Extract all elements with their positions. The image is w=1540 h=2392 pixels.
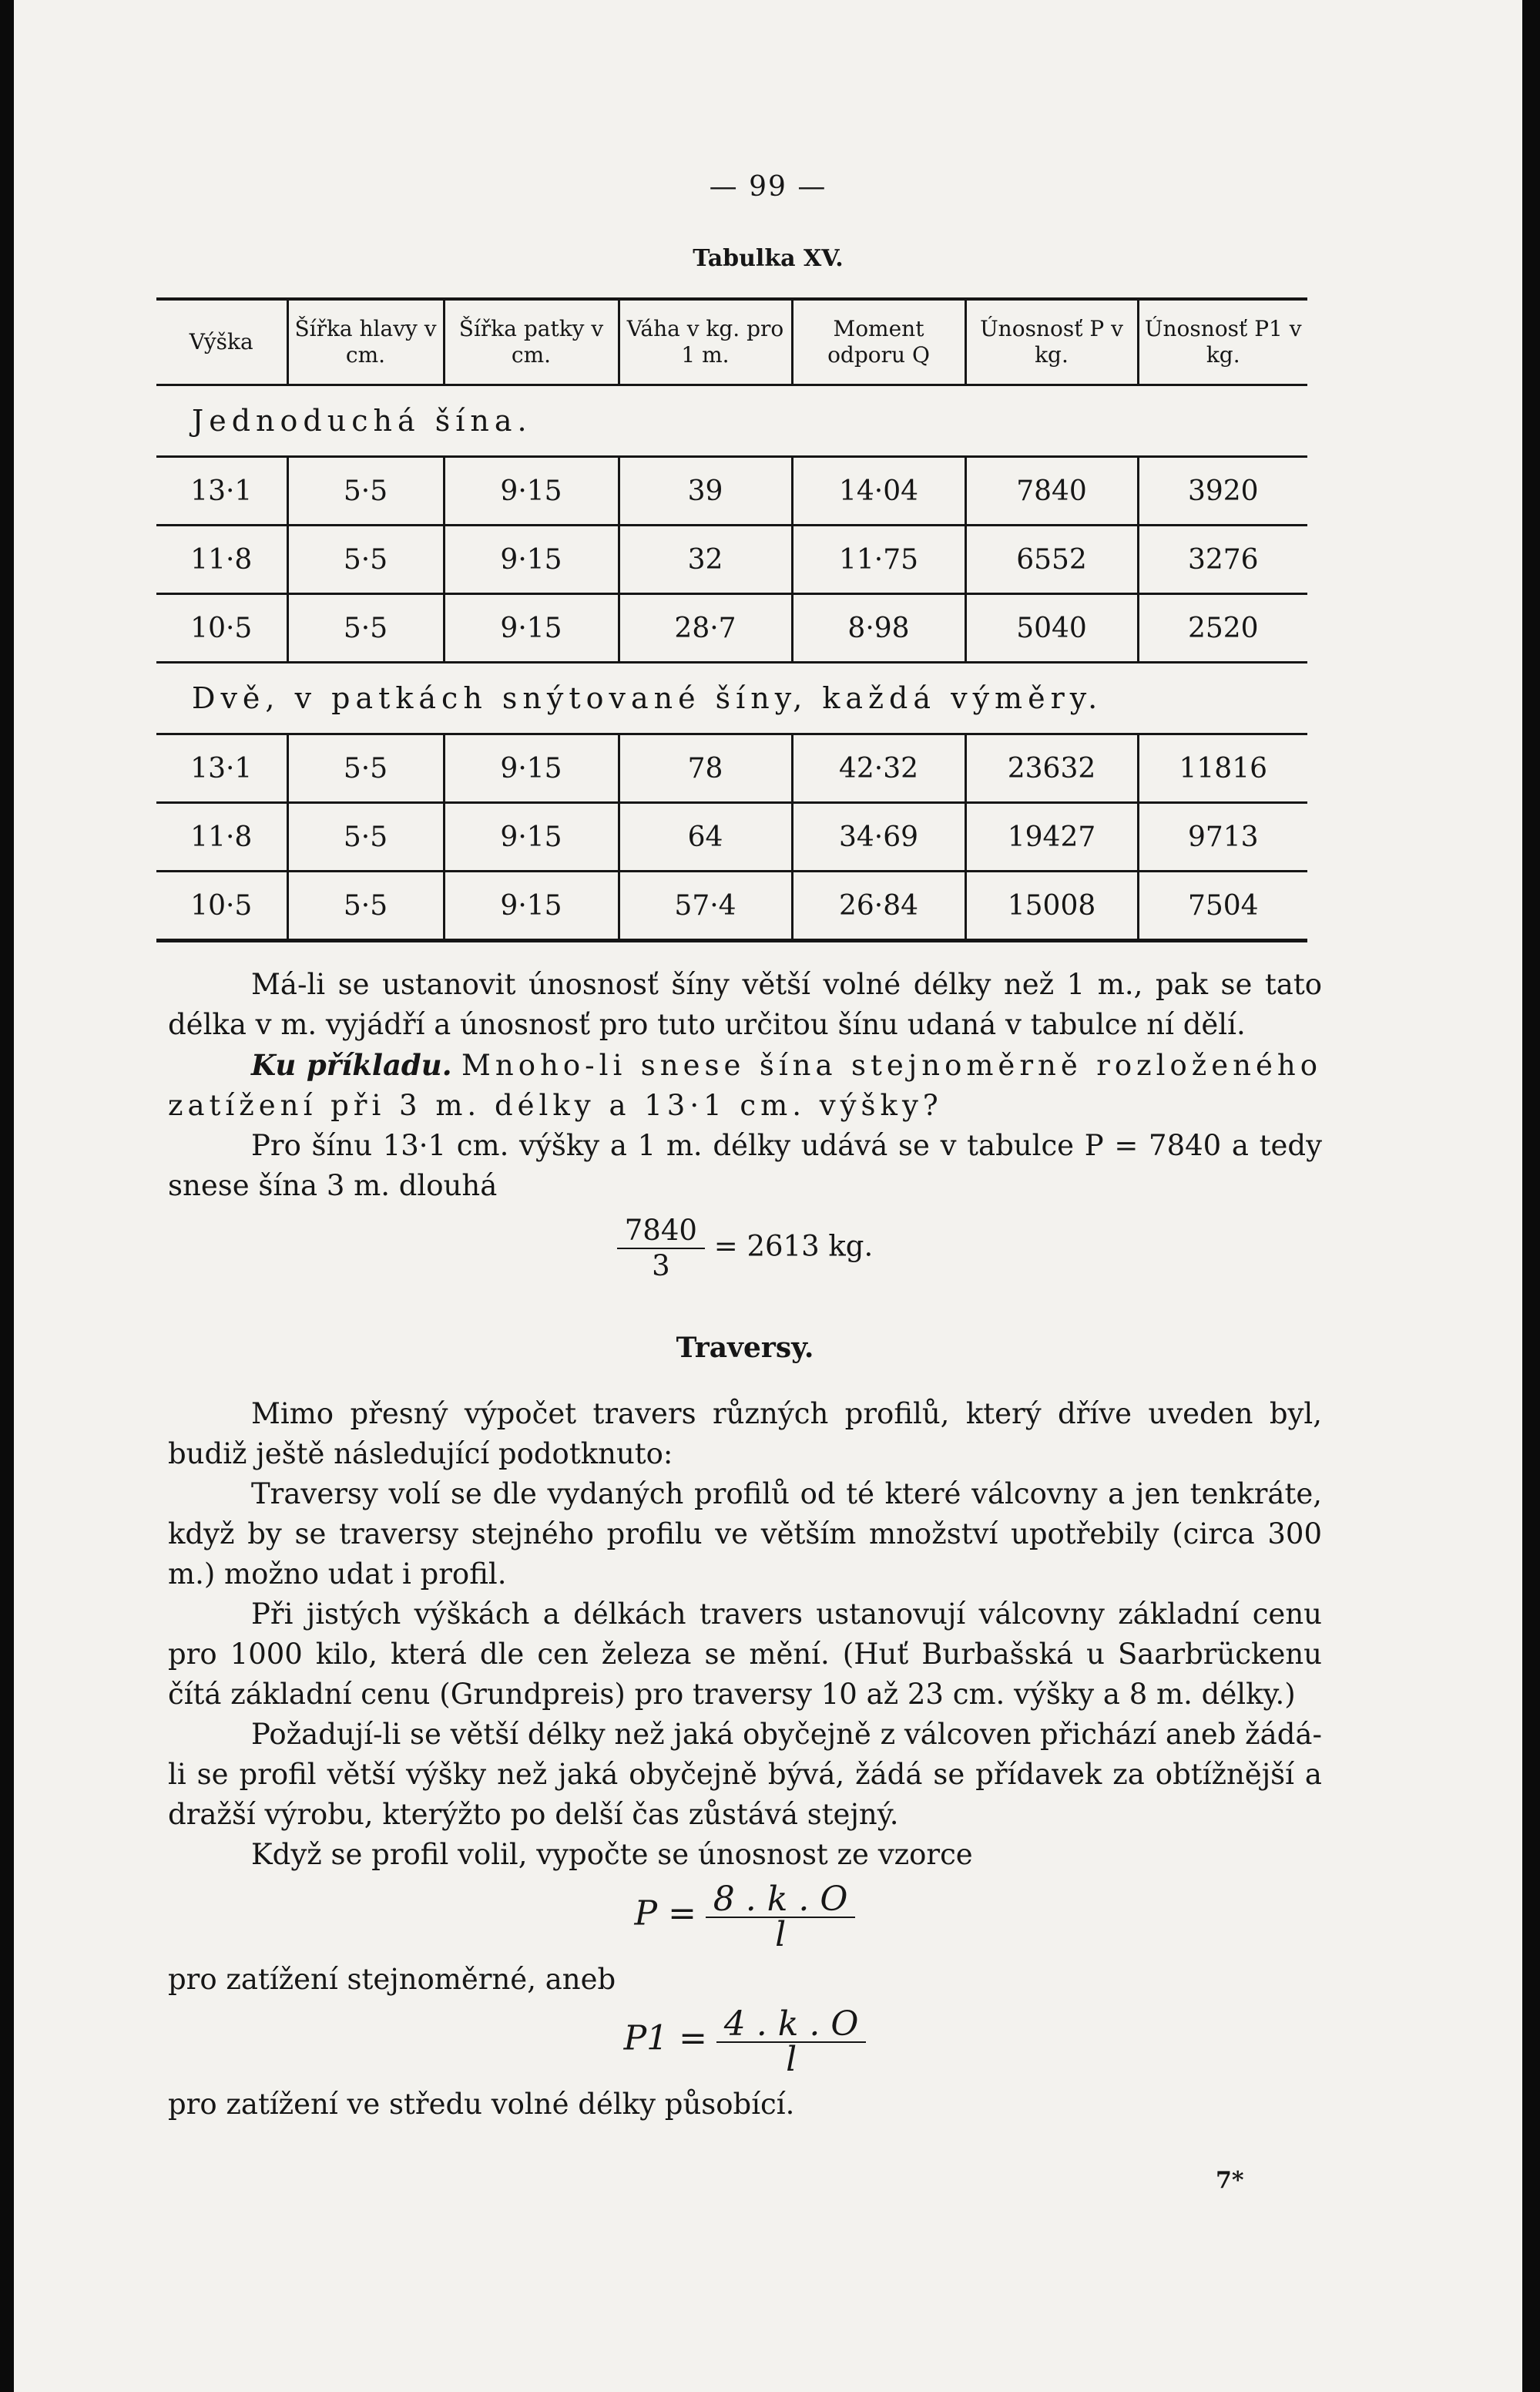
cell: 9·15 (444, 803, 619, 872)
cell: 9·15 (444, 594, 619, 663)
fraction (716, 2004, 867, 2079)
paragraph: Pro šínu 13·1 cm. výšky a 1 m. délky udává se v tabulce P = 7840 a tedy snese šína 3 m. dlouhá (168, 1129, 1322, 1202)
cell: 11816 (1138, 734, 1307, 803)
numerator: 4 . k . O (716, 2007, 867, 2043)
cell: 26·84 (792, 872, 965, 941)
cell: 5·5 (287, 872, 444, 941)
col-header: Únosnosť P v kg. (965, 299, 1138, 385)
section-row-double (156, 663, 1307, 734)
body-text (168, 965, 1322, 2125)
cell: 6552 (965, 526, 1138, 594)
col-header: Únosnosť P1 v kg. (1138, 299, 1307, 385)
numerator: 7840 (617, 1214, 705, 1249)
denominator: 3 (652, 1249, 670, 1282)
paragraph: Když se profil volil, vypočte se únosnost ze vzorce (251, 1838, 973, 1871)
cell: 42·32 (792, 734, 965, 803)
cell: 19427 (965, 803, 1138, 872)
table-row (156, 872, 1307, 941)
cell: 15008 (965, 872, 1138, 941)
col-header: Moment odporu Q (792, 299, 965, 385)
cell: 9713 (1138, 803, 1307, 872)
cell: 5·5 (287, 457, 444, 526)
cell: 5·5 (287, 594, 444, 663)
example-label: Ku příkladu. (251, 1048, 452, 1082)
cell: 8·98 (792, 594, 965, 663)
cell: 57·4 (619, 872, 792, 941)
cell: 9·15 (444, 457, 619, 526)
section-label: Dvě, v patkách snýtované šíny, každá výměry. (156, 663, 1307, 734)
cell: 7840 (965, 457, 1138, 526)
cell: 9·15 (444, 734, 619, 803)
paragraph: Mimo přesný výpočet travers různých profilů, který dříve uveden byl, budiž ještě následující podotknuto: (168, 1397, 1322, 1470)
paragraph: Požadují-li se větší délky než jaká obyčejně z válcoven přichází aneb žádá-li se profil větší výšky než jaká obyčejně bývá, žádá se přídavek za obtížnější a dražší výrobu, kterýžto po delší čas zůstává stejný. (168, 1718, 1322, 1831)
fraction (706, 1880, 856, 1954)
cell: 10·5 (156, 594, 287, 663)
cell: 14·04 (792, 457, 965, 526)
cell: 5·5 (287, 803, 444, 872)
paragraph: Má-li se ustanovit únosnosť šíny větší volné délky než 1 m., pak se tato délka v m. vyjádří a únosnosť pro tuto určitou šínu udaná v tabulce ní dělí. (168, 968, 1322, 1041)
formula-lhs: P1 = (623, 2018, 708, 2058)
table-row (156, 734, 1307, 803)
cell: 2520 (1138, 594, 1307, 663)
col-header: Šířka patky v cm. (444, 299, 619, 385)
cell: 3276 (1138, 526, 1307, 594)
cell: 3920 (1138, 457, 1307, 526)
paragraph: Při jistých výškách a délkách travers ustanovují válcovny základní cenu pro 1000 kilo, která dle cen železa se mění. (Huť Burbašská u Saarbrückenu čítá základní cenu (Grundpreis) pro traversy 10 až 23 cm. výšky a 8 m. délky.) (168, 1597, 1322, 1711)
formula-1 (168, 1880, 1322, 1954)
cell: 5·5 (287, 734, 444, 803)
numerator: 8 . k . O (706, 1883, 856, 1918)
cell: 5·5 (287, 526, 444, 594)
rail-table (156, 297, 1307, 942)
equation-result: = 2613 kg. (713, 1229, 874, 1263)
cell: 5040 (965, 594, 1138, 663)
cell: 11·8 (156, 803, 287, 872)
page-number: — 99 — (709, 171, 827, 203)
cell: 28·7 (619, 594, 792, 663)
section-label: Jednoduchá šína. (156, 385, 1307, 457)
cell: 13·1 (156, 734, 287, 803)
denominator: l (775, 1915, 787, 1954)
col-header: Váha v kg. pro 1 m. (619, 299, 792, 385)
table-title: Tabulka XV. (693, 245, 844, 272)
cell: 34·69 (792, 803, 965, 872)
page (14, 0, 1522, 2392)
cell: 78 (619, 734, 792, 803)
paragraph: Traversy volí se dle vydaných profilů od té které válcovny a jen tenkráte, když by se traversy stejného profilu ve větším množství upotřebily (circa 300 m.) možno udat i profil. (168, 1477, 1322, 1591)
cell: 9·15 (444, 526, 619, 594)
paragraph: pro zatížení stejnoměrné, aneb (168, 1963, 616, 1996)
cell: 23632 (965, 734, 1138, 803)
cell: 7504 (1138, 872, 1307, 941)
table-header-row (156, 299, 1307, 385)
cell: 64 (619, 803, 792, 872)
table-row (156, 803, 1307, 872)
col-header: Výška (156, 299, 287, 385)
section-heading: Traversy. (676, 1332, 814, 1364)
formula-2 (168, 2004, 1322, 2079)
table-row (156, 526, 1307, 594)
equation-1 (168, 1214, 1322, 1283)
section-row-single (156, 385, 1307, 457)
table-row (156, 594, 1307, 663)
example-question: Mnoho-li snese šína stejnoměrně rozloženého zatížení při 3 m. délky a 13·1 cm. výšky? (168, 1049, 1322, 1122)
example-paragraph (168, 1045, 1322, 1126)
fraction (617, 1214, 705, 1283)
cell: 11·8 (156, 526, 287, 594)
table-row (156, 457, 1307, 526)
denominator: l (786, 2040, 797, 2079)
cell: 10·5 (156, 872, 287, 941)
cell: 32 (619, 526, 792, 594)
formula-lhs: P = (634, 1893, 697, 1933)
cell: 9·15 (444, 872, 619, 941)
col-header: Šířka hlavy v cm. (287, 299, 444, 385)
paragraph: pro zatížení ve středu volné délky působící. (168, 2088, 795, 2121)
cell: 39 (619, 457, 792, 526)
cell: 11·75 (792, 526, 965, 594)
signature-mark: 7* (1216, 2167, 1244, 2194)
cell: 13·1 (156, 457, 287, 526)
